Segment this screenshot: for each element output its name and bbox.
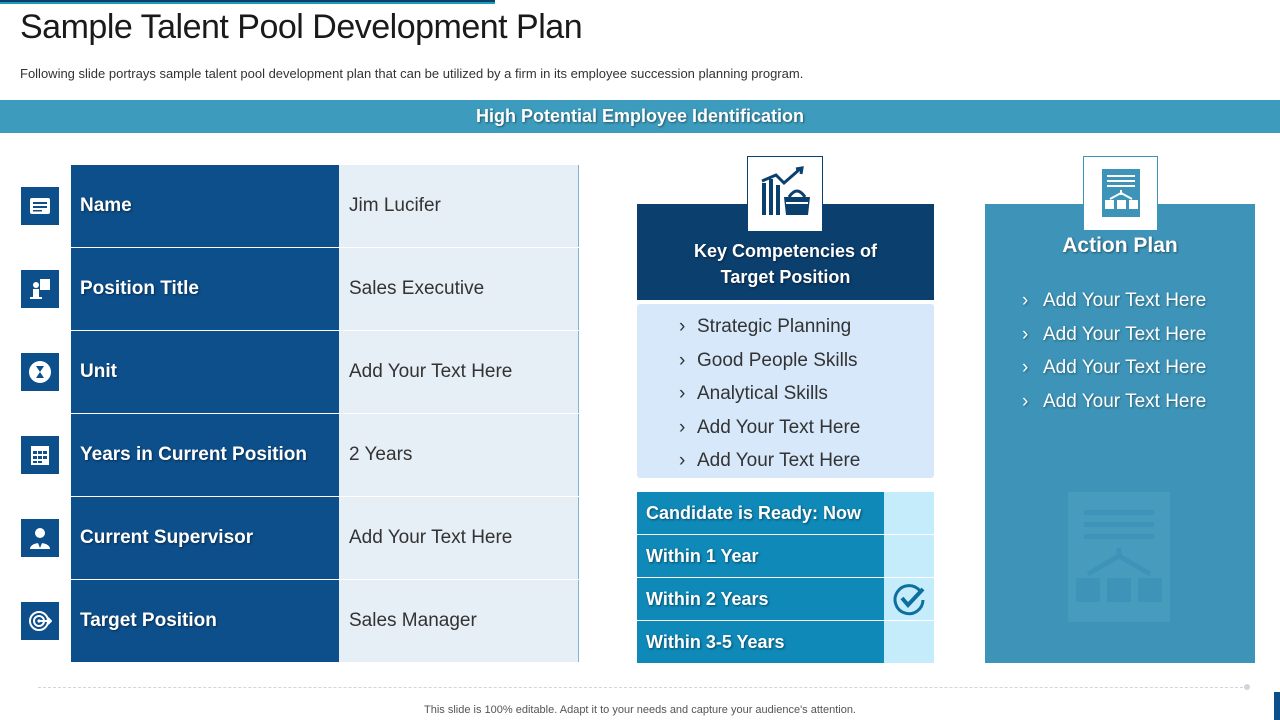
list-item	[637, 344, 934, 378]
presenter-icon	[21, 270, 59, 308]
chevron-right-icon: ›	[679, 383, 686, 405]
readiness-label: Within 1 Year	[637, 535, 884, 577]
list-item-text: Analytical Skills	[697, 383, 828, 405]
competencies-list	[637, 304, 934, 478]
profile-row-name	[20, 165, 580, 248]
profile-value[interactable]: Jim Lucifer	[339, 165, 579, 247]
list-item	[637, 310, 934, 344]
profile-row-position-title	[20, 248, 580, 331]
competencies-heading-line2: Target Position	[720, 267, 851, 287]
hourglass-icon	[21, 353, 59, 391]
chevron-right-icon: ›	[679, 316, 686, 337]
profile-value[interactable]: Sales Manager	[339, 580, 579, 662]
section-banner: High Potential Employee Identification	[0, 100, 1280, 133]
competencies-heading-line1: Key Competencies of	[693, 241, 878, 261]
list-item-text: Add Your Text Here	[1043, 323, 1207, 345]
list-item-text: Add Your Text Here	[1043, 357, 1207, 379]
profile-label: Position Title	[71, 248, 339, 330]
id-card-icon	[21, 187, 59, 225]
list-item	[1022, 284, 1206, 318]
footer-note: This slide is 100% editable. Adapt it to your needs and capture your audience's attention.	[424, 704, 856, 716]
footer-divider	[38, 687, 1248, 688]
readiness-label: Candidate is Ready: Now	[637, 492, 884, 534]
readiness-check-cell[interactable]	[884, 578, 934, 620]
readiness-row-3-5-years[interactable]	[637, 621, 934, 663]
readiness-label: Within 3-5 Years	[637, 621, 884, 663]
profile-value[interactable]: Add Your Text Here	[339, 331, 579, 413]
list-item-text: Good People Skills	[697, 349, 858, 371]
profile-row-supervisor	[20, 497, 580, 580]
readiness-check-cell[interactable]	[884, 535, 934, 577]
chevron-right-icon: ›	[1022, 323, 1029, 345]
chart-basket-icon	[747, 156, 823, 232]
readiness-check-cell[interactable]	[884, 621, 934, 663]
footer-divider-dot	[1244, 684, 1250, 690]
list-item-text: Add Your Text Here	[1043, 290, 1207, 311]
profile-row-unit	[20, 331, 580, 414]
top-accent-bar-dark	[0, 0, 495, 2]
checkmark-circle-icon	[884, 578, 934, 620]
list-item	[637, 444, 934, 478]
chevron-right-icon: ›	[1022, 290, 1029, 311]
chevron-right-icon: ›	[679, 450, 686, 472]
page-title: Sample Talent Pool Development Plan	[20, 8, 583, 46]
action-plan-title: Action Plan	[1062, 234, 1178, 257]
list-item	[637, 411, 934, 445]
list-item-text: Add Your Text Here	[697, 416, 861, 438]
org-document-icon	[1083, 156, 1158, 231]
target-icon	[21, 602, 59, 640]
readiness-row-1-year[interactable]	[637, 535, 934, 577]
profile-row-target-position	[20, 580, 580, 663]
list-item-text: Strategic Planning	[697, 316, 852, 337]
profile-row-years	[20, 414, 580, 497]
chevron-right-icon: ›	[1022, 390, 1029, 412]
profile-label: Target Position	[71, 580, 339, 662]
readiness-check-cell[interactable]	[884, 492, 934, 534]
list-item	[1022, 318, 1206, 352]
page-subtitle: Following slide portrays sample talent pool development plan that can be utilized by a firm in its employee succession planning program.	[20, 66, 804, 81]
calendar-icon	[21, 436, 59, 474]
chevron-right-icon: ›	[1022, 357, 1029, 379]
profile-value[interactable]: Sales Executive	[339, 248, 579, 330]
supervisor-icon	[21, 519, 59, 557]
readiness-row-2-years[interactable]	[637, 578, 934, 620]
profile-label: Unit	[71, 331, 339, 413]
profile-value[interactable]: 2 Years	[339, 414, 579, 496]
profile-label: Name	[71, 165, 339, 247]
list-item-text: Add Your Text Here	[1043, 390, 1207, 412]
list-item	[1022, 351, 1206, 385]
profile-label: Years in Current Position	[71, 414, 339, 496]
profile-value[interactable]: Add Your Text Here	[339, 497, 579, 579]
org-document-watermark-icon	[1068, 492, 1172, 627]
chevron-right-icon: ›	[679, 416, 686, 438]
readiness-label: Within 2 Years	[637, 578, 884, 620]
list-item	[1022, 385, 1206, 419]
chevron-right-icon: ›	[679, 349, 686, 371]
profile-label: Current Supervisor	[71, 497, 339, 579]
readiness-row-now[interactable]	[637, 492, 934, 534]
action-plan-list	[1022, 284, 1206, 418]
list-item-text: Add Your Text Here	[697, 450, 861, 472]
list-item	[637, 377, 934, 411]
